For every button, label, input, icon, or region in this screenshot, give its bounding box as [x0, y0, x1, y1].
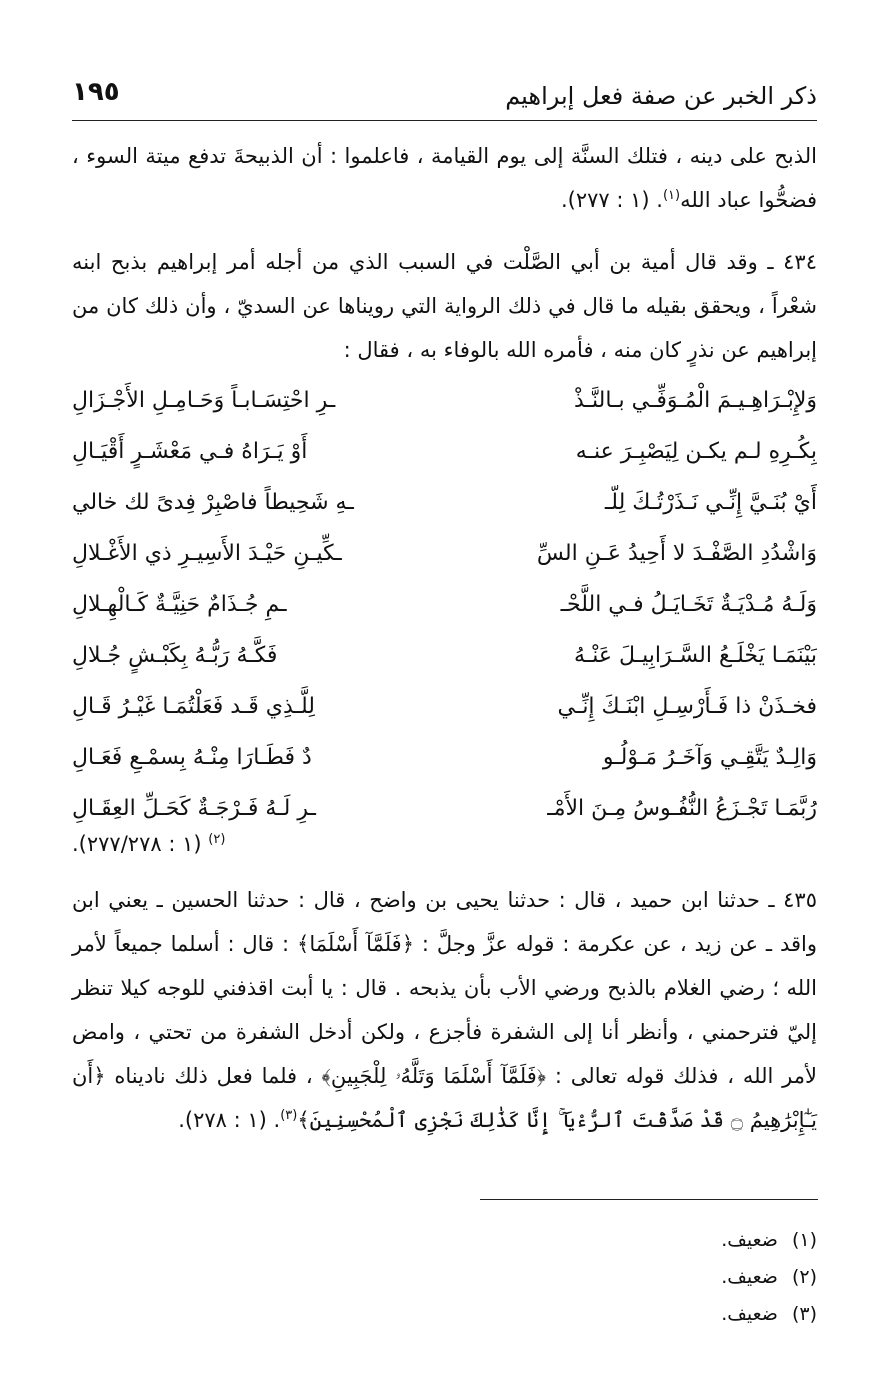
verse — [72, 528, 817, 579]
verse-first-half: رُبَّمَـا تَجْـزَعُ النُّفُـوسُ مِـنَ الأَمْـ — [547, 796, 817, 821]
paragraph-435-part-2: : قال : أسلما جميعاً لأمر الله ؛ رضي الغلام بالذبح ورضي الأب بأن يذبحه . قال : يا أبت اقذفني للوجه كيلا تنظر إليّ فترحمني ، وأنظر أنا إلى الشفرة فأجزع ، ولكن أدخل الشفرة من تحتي ، وامض لأمر الله ، فذلك قوله تعالى : — [72, 932, 817, 1088]
header-title: ذكر الخبر عن صفة فعل إبراهيم — [505, 82, 817, 110]
footnotes — [721, 1222, 817, 1333]
verse — [72, 630, 817, 681]
footnote-ref-1: (١) — [662, 188, 681, 203]
paragraph-435-tail: . (١ : ٢٧٨). — [178, 1108, 281, 1132]
paragraph-1 — [72, 134, 817, 222]
verse-second-half: ـرِ احْتِسَـابـاً وَحَـامِـلِ الأَجْـزَالِ — [72, 388, 336, 413]
verse-second-half: ـرِ لَـهُ فَـرْجَـةٌ كَحَـلِّ العِقَـالِ — [72, 796, 316, 821]
poem-reference-text: (١ : ٢٧٧/٢٧٨). — [72, 832, 202, 856]
paragraph-434-text: ٤٣٤ ـ وقد قال أمية بن أبي الصَّلْت في السبب الذي من أجله أمر إبراهيم بذبح ابنه شعْراً ، ويحقق بقيله ما قال في ذلك الرواية التي رويناها عن السديّ ، وأن ذلك كان من إبراهيم عن نذرٍ كان منه ، فأمره الله بالوفاء به ، فقال : — [72, 250, 817, 362]
verse — [72, 681, 817, 732]
quran-quote-1: ﴿فَلَمَّآ أَسْلَمَا﴾ — [297, 932, 414, 956]
page-number: ١٩٥ — [72, 77, 120, 107]
verse-first-half: بَيْنَمَـا يَخْلَـعُ السَّـرَابِيـلَ عَنْـهُ — [573, 643, 817, 668]
footnote-number: (٣) — [791, 1303, 817, 1325]
verse-first-half: وَاشْدُدِ الصَّفْـدَ لا أَحِيدُ عَـنِ السِّ — [536, 541, 817, 566]
footnote — [721, 1296, 817, 1333]
footnote-number: (١) — [791, 1229, 817, 1251]
verse-first-half: فخـذَنْ ذا فَـأَرْسِـلِ ابْنَـكَ إِنِّـي — [557, 694, 817, 719]
verse-second-half: لِلَّـذِي قَـد فَعَلْتُمَـا غَيْـرُ قَـالِ — [72, 694, 315, 719]
verse — [72, 426, 817, 477]
verse-first-half: وَلإِبْـرَاهِـيـمَ الْمُـوَفِّـي بـالنَّـذْ — [574, 388, 817, 413]
paragraph-435-part-3: ، فلما فعل ذلك ناديناه — [114, 1064, 313, 1088]
verse-second-half: دٌ فَطَـارَا مِنْـهُ بِسمْـعِ فَعَـالِ — [72, 745, 312, 770]
verse-second-half: ـمِ جُـذَامٌ حَنِيَّـةٌ كَـالْهِـلالِ — [72, 592, 287, 617]
paragraph-435-part-1: ٤٣٥ ـ حدثنا ابن حميد ، قال : حدثنا يحيى بن واضح ، قال : حدثنا الحسين ـ يعني ابن واقد ـ عن زيد ، عن عكرمة : قوله عزَّ وجلَّ : — [72, 888, 817, 956]
verse-second-half: ـكِّيـنِ حَيْـدَ الأَسِيـرِ ذي الأَغْـلالِ — [72, 541, 342, 566]
verse — [72, 579, 817, 630]
quran-quote-3: ﴿أَن يَـٰٓإِبْرَٰهِيمُ ۝ قَدْ صَدَّقْتَ ٱلرُّءْيَآ ۚ إِنَّا كَذَٰلِكَ نَجْزِى ٱلْمُحْسِنِينَ﴾ — [72, 1064, 817, 1132]
footnote — [721, 1259, 817, 1296]
footnote-text: ضعيف. — [721, 1266, 778, 1288]
footnote-number: (٢) — [791, 1266, 817, 1288]
quran-quote-2: ﴿فَلَمَّآ أَسْلَمَا وَتَلَّهُۥ لِلْجَبِينِ﴾ — [321, 1064, 547, 1088]
verse-second-half: فَكَّـهُ رَبُّـهُ بِكَبْـشٍ جُـلالِ — [72, 643, 278, 668]
footnote-ref-3: (٣) — [280, 1108, 298, 1123]
verse-second-half: ـهِ شَحِيطاً فاصْبِرْ فِدىً لك خالي — [72, 490, 354, 515]
verse-first-half: بِكُـرِهِ لـم يكـن لِيَصْبِـرَ عنـه — [575, 439, 817, 464]
poem-reference — [72, 822, 817, 866]
paragraph-1-tail: . (١ : ٢٧٧). — [560, 188, 663, 212]
footnote-ref-2: (٢) — [208, 832, 226, 847]
footnote-text: ضعيف. — [721, 1229, 778, 1251]
verse — [72, 477, 817, 528]
poem — [72, 375, 817, 834]
verse — [72, 732, 817, 783]
footnote-separator — [480, 1199, 818, 1200]
paragraph-1-text: الذبح على دينه ، فتلك السنَّة إلى يوم القيامة ، فاعلموا : أن الذبيحةَ تدفع ميتة السوء ، فضحُّوا عباد الله — [72, 144, 817, 212]
footnote-text: ضعيف. — [721, 1303, 778, 1325]
verse-first-half: أَيْ بُنَـيَّ إِنِّـي نَـذَرْتُـكَ لِلّـ — [604, 490, 817, 515]
verse-first-half: وَالِـدٌ يَتَّقِـي وَآخَـرُ مَـوْلُـو — [602, 745, 817, 770]
verse-first-half: وَلَـهُ مُـدْيَـةٌ تَخَـايَـلُ فـي اللَّحْـ — [560, 592, 817, 617]
footnote — [721, 1222, 817, 1259]
verse — [72, 375, 817, 426]
paragraph-434 — [72, 240, 817, 372]
running-header — [72, 70, 817, 121]
verse-second-half: أَوْ يَـرَاهُ فـي مَعْشَـرٍ أَقْيَـالِ — [72, 439, 308, 464]
paragraph-435 — [72, 878, 817, 1142]
